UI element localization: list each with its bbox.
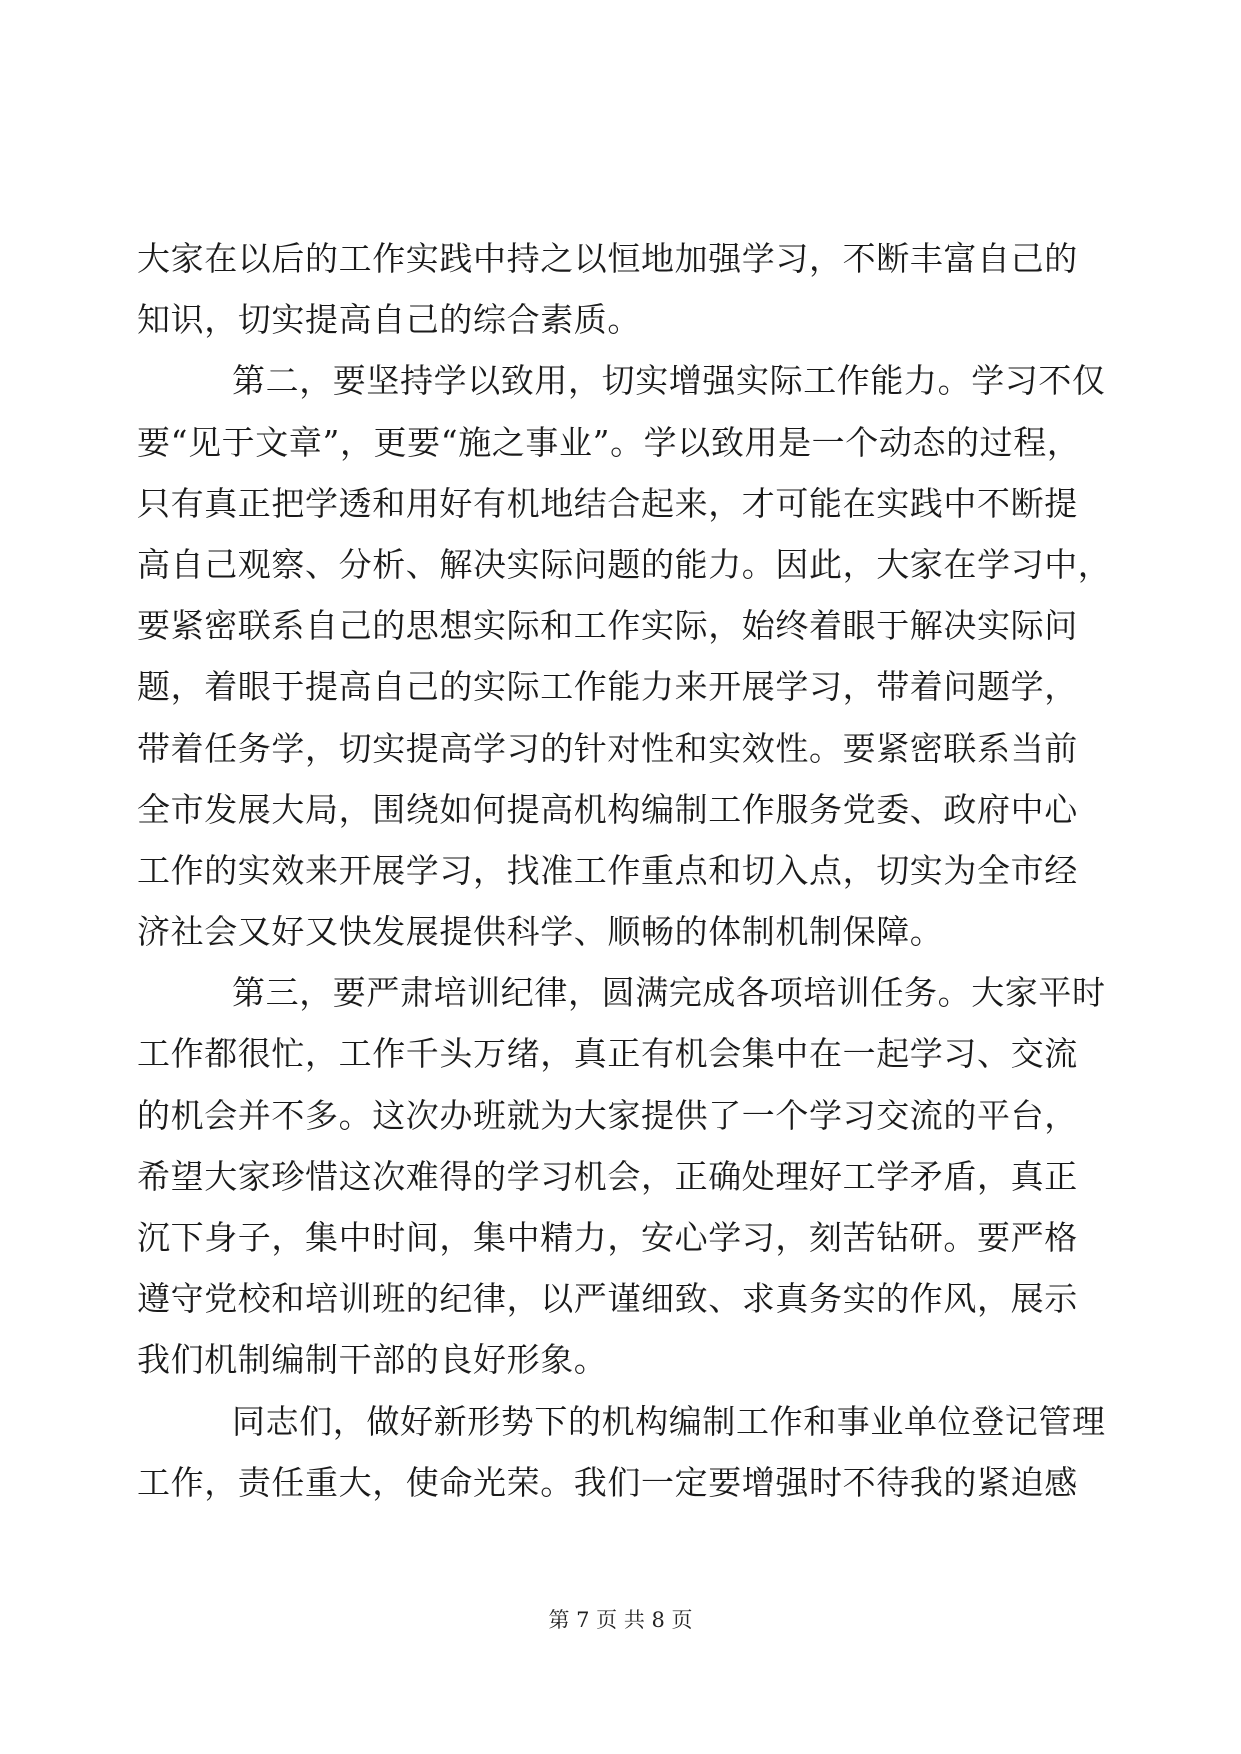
page-footer: 第 7 页 共 8 页 <box>548 1608 693 1632</box>
text-line: 沉下身子，集中时间，集中精力，安心学习，刻苦钻研。要严格 <box>137 1218 1078 1257</box>
text-line: 高自己观察、分析、解决实际问题的能力。因此，大家在学习中， <box>137 544 1112 584</box>
text-line: 我们机制编制干部的良好形象。 <box>137 1340 608 1380</box>
text-line: 希望大家珍惜这次难得的学习机会，正确处理好工学矛盾，真正 <box>137 1156 1078 1196</box>
text-line: 要“见于文章”，更要“施之事业”。学以致用是一个动态的过程， <box>137 422 1081 462</box>
text-line: 工作的实效来开展学习，找准工作重点和切入点，切实为全市经 <box>137 850 1078 890</box>
text-line: 题，着眼于提高自己的实际工作能力来开展学习，带着问题学， <box>137 667 1078 707</box>
text-line: 要紧密联系自己的思想实际和工作实际，始终着眼于解决实际问 <box>137 606 1078 646</box>
text-line: 只有真正把学透和用好有机地结合起来，才可能在实践中不断提 <box>137 483 1078 523</box>
text-line: 全市发展大局，围绕如何提高机构编制工作服务党委、政府中心 <box>137 789 1078 829</box>
document-body <box>137 228 1112 1513</box>
text-line: 遵守党校和培训班的纪律，以严谨细致、求真务实的作风，展示 <box>137 1279 1078 1319</box>
text-line: 济社会又好又快发展提供科学、顺畅的体制机制保障。 <box>137 912 944 952</box>
text-line: 大家在以后的工作实践中持之以恒地加强学习，不断丰富自己的 <box>137 239 1078 278</box>
text-line: 的机会并不多。这次办班就为大家提供了一个学习交流的平台， <box>137 1095 1078 1135</box>
text-line: 第三，要严肃培训纪律，圆满完成各项培训任务。大家平时 <box>232 973 1106 1013</box>
text-line: 知识，切实提高自己的综合素质。 <box>137 300 641 340</box>
text-line: 同志们，做好新形势下的机构编制工作和事业单位登记管理 <box>232 1401 1106 1441</box>
text-line: 带着任务学，切实提高学习的针对性和实效性。要紧密联系当前 <box>137 728 1078 768</box>
text-line: 工作都很忙，工作千头万绪，真正有机会集中在一起学习、交流 <box>137 1034 1078 1074</box>
text-line: 工作，责任重大，使命光荣。我们一定要增强时不待我的紧迫感 <box>137 1462 1078 1502</box>
text-line: 第二，要坚持学以致用，切实增强实际工作能力。学习不仅 <box>232 361 1106 401</box>
